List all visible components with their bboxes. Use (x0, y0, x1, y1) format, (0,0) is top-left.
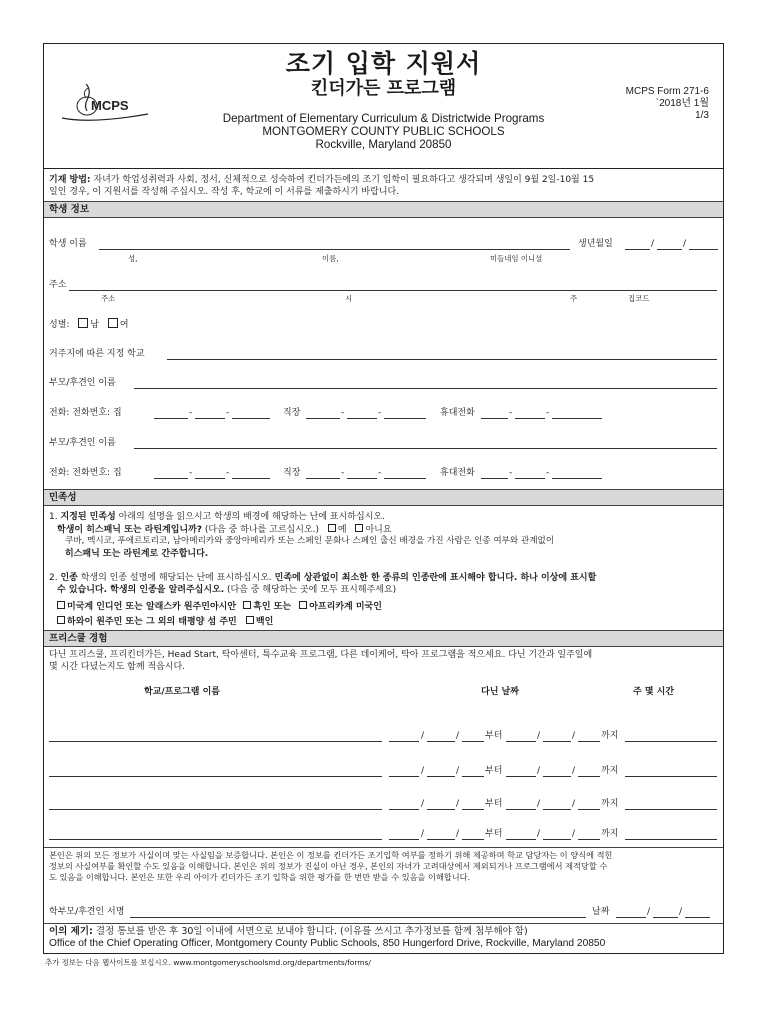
parent-name-label-2: 부모/후견인 이름 (49, 438, 116, 448)
hispanic-description-2: 히스패닉 또는 라틴계로 간주합니다. (65, 549, 209, 559)
hispanic-description: 쿠바, 멕시코, 푸에르토리코, 남아메리카와 중앙아메리카 또는 스페인 문화나 스페인 출신 배경을 가진 사람은 인종 여부와 관계없이 (65, 536, 555, 546)
to-month[interactable] (506, 809, 536, 810)
race-pacific-islander-checkbox[interactable] (57, 616, 65, 624)
from-label: 부터 (485, 766, 503, 776)
section-student-info: 학생 정보 (44, 201, 723, 218)
q1-line (49, 512, 385, 523)
dob-day-field[interactable] (657, 249, 682, 250)
q1-bold: 지정된 민족성 (60, 512, 116, 522)
phone-cell-2c[interactable] (552, 478, 602, 479)
q2-line-2-bold: 수 있습니다. 학생의 인종을 알려주십시오. (57, 585, 225, 595)
slash: / (647, 907, 651, 917)
from-month[interactable] (389, 839, 419, 840)
race-row-2 (57, 616, 273, 628)
student-name-label: 학생 이름 (49, 239, 87, 249)
hours-field[interactable] (625, 741, 717, 742)
q2-line (49, 573, 596, 584)
col-hours: 주 몇 시간 (633, 687, 675, 697)
slash: / (421, 829, 425, 839)
dob-slash-2: / (683, 239, 687, 249)
phone-home-2b[interactable] (195, 478, 225, 479)
certify-line-2: 정보의 사실여부를 확인할 수도 있음을 이해합니다. 본인은 위의 정보가 진실이 아닌 경우, 본인의 자녀가 고려대상에서 제외되거나 프로그램에서 제적당할 수 (49, 861, 608, 871)
q2-number: 2. (49, 573, 61, 583)
form-page: 1/3 (695, 110, 709, 121)
from-month[interactable] (389, 741, 419, 742)
phone-cell-label-2: 휴대전화 (440, 468, 475, 478)
dash: - (378, 408, 382, 418)
instructions-text-1: 자녀가 학업성취력과 사회, 정서, 신체적으로 성숙하여 킨더가든에의 조기 입학이 필요하다고 생각되며 생일이 9월 2일-10월 15 (90, 175, 595, 185)
col-dates: 다닌 날짜 (481, 687, 519, 697)
hispanic-instruction: (다음 중 하나를 고르십시오.) (202, 525, 320, 535)
phone-home-1c[interactable] (232, 418, 270, 419)
q2-bold-2: 민족에 상관없이 최소한 한 종류의 인종란에 표시해야 합니다. 하나 이상에 표시할 (274, 573, 597, 583)
to-label: 까지 (601, 829, 619, 839)
phone-home-1b[interactable] (195, 418, 225, 419)
to-year[interactable] (578, 809, 600, 810)
to-label: 까지 (601, 799, 619, 809)
phone-home-2a[interactable] (154, 478, 188, 479)
hours-field[interactable] (625, 839, 717, 840)
hours-field[interactable] (625, 809, 717, 810)
slash: / (421, 799, 425, 809)
section-ethnicity: 민족성 (44, 489, 723, 506)
signature-date-year[interactable] (685, 917, 710, 918)
race-pacific-islander-label: 하와이 원주민 또는 그 외의 태평양 섬 주민 (67, 617, 237, 627)
instructions-line-2: 일인 경우, 이 지원서를 작성해 주십시오. 작성 후, 학교에 이 서류를 제출하시기 바랍니다. (49, 187, 400, 197)
parent-name-label-1: 부모/후견인 이름 (49, 378, 116, 388)
hours-field[interactable] (625, 776, 717, 777)
dash: - (546, 408, 550, 418)
phone-work-2c[interactable] (384, 478, 426, 479)
form-date: `2018년 1월 (655, 98, 709, 109)
col-program-name: 학교/프로그램 이름 (144, 687, 220, 697)
slash: / (679, 907, 683, 917)
program-name-field[interactable] (49, 839, 382, 840)
phone-cell-1c[interactable] (552, 418, 602, 419)
to-year[interactable] (578, 839, 600, 840)
race-white-label: 백인 (255, 617, 274, 627)
dash: - (189, 468, 193, 478)
from-year[interactable] (462, 809, 484, 810)
slash: / (456, 799, 460, 809)
gender-female-label: 여 (119, 320, 129, 330)
dash: - (226, 468, 230, 478)
to-day[interactable] (543, 839, 571, 840)
to-day[interactable] (543, 809, 571, 810)
from-year[interactable] (462, 839, 484, 840)
phone-work-2a[interactable] (306, 478, 340, 479)
page-subtitle: 킨더가든 프로그램 (310, 78, 457, 99)
hispanic-yes-checkbox[interactable] (328, 524, 336, 532)
slash: / (421, 731, 425, 741)
middle-initial-caption: 미들네임 이니셜 (490, 254, 543, 263)
phone-work-1a[interactable] (306, 418, 340, 419)
student-name-field[interactable] (99, 249, 570, 250)
parent-name-field-2[interactable] (134, 448, 717, 449)
appeal-office: Office of the Chief Operating Officer, Montgomery County Public Schools, 850 Hungerford Drive, Rockville, Maryland 20850 (49, 938, 606, 949)
phone-cell-1b[interactable] (515, 418, 545, 419)
to-month[interactable] (506, 839, 536, 840)
street-caption: 주소 (101, 294, 116, 303)
gender-male-checkbox[interactable] (78, 318, 88, 328)
address-field[interactable] (69, 290, 717, 291)
address-label: 주소 (49, 280, 67, 290)
assigned-school-label: 거주지에 따른 지정 학교 (49, 349, 145, 359)
to-year[interactable] (578, 776, 600, 777)
q1-text: 아래의 설명을 읽으시고 학생의 배경에 해당하는 난에 표시하십시오. (115, 512, 385, 522)
gender-row (49, 318, 129, 331)
phone-cell-1a[interactable] (481, 418, 508, 419)
certify-line-1: 본인은 위의 모든 정보가 사실이며 맞는 사실임을 보증합니다. 본인은 이 정보를 킨더가든 조기입학 여부를 정하기 위해 제공하며 학교 담당자는 이 양식에 적힌 (49, 850, 613, 860)
preschool-desc-1: 다닌 프리스쿨, 프리킨더가든, Head Start, 탁아센터, 특수교육 프로그램, 다른 데이케어, 탁아 프로그램을 적으세요. 다닌 기간과 일주일에 (49, 650, 593, 660)
page-title: 조기 입학 지원서 (285, 49, 482, 78)
slash: / (421, 766, 425, 776)
slash: / (572, 766, 576, 776)
from-day[interactable] (427, 776, 455, 777)
from-day[interactable] (427, 809, 455, 810)
dash: - (509, 408, 513, 418)
signature-label: 학부모/후견인 서명 (49, 907, 125, 917)
race-black-checkbox[interactable] (243, 601, 251, 609)
race-white-checkbox[interactable] (246, 616, 254, 624)
slash: / (456, 829, 460, 839)
state-caption: 주 (570, 294, 578, 303)
footer-note: 추가 정보는 다음 웹사이트를 보십시오. www.montgomeryschoolsmd.org/departments/forms/ (45, 958, 371, 967)
from-label: 부터 (485, 731, 503, 741)
to-month[interactable] (506, 741, 536, 742)
certify-divider (44, 847, 723, 848)
first-name-caption: 이름, (322, 254, 339, 263)
program-name-field[interactable] (49, 741, 382, 742)
q1-number: 1. (49, 512, 61, 522)
instructions-line-1 (49, 175, 594, 186)
signature-field[interactable] (130, 917, 586, 918)
phone-home-label-2: 전화: 전화번호: 집 (49, 468, 122, 478)
dob-year-field[interactable] (689, 249, 718, 250)
slash: / (537, 829, 541, 839)
to-day[interactable] (543, 776, 571, 777)
dob-month-field[interactable] (625, 249, 650, 250)
from-year[interactable] (462, 776, 484, 777)
race-native-american-checkbox[interactable] (57, 601, 65, 609)
q2-line-2-text: (다음 중 해당하는 곳에 모두 표시해주세요) (224, 585, 397, 595)
phone-work-1c[interactable] (384, 418, 426, 419)
phone-cell-2a[interactable] (481, 478, 508, 479)
appeal-label: 이의 제기: (49, 926, 93, 937)
slash: / (537, 799, 541, 809)
phone-home-2c[interactable] (232, 478, 270, 479)
program-name-field[interactable] (49, 809, 382, 810)
slash: / (572, 799, 576, 809)
phone-work-2b[interactable] (347, 478, 377, 479)
dept-line-2: MONTGOMERY COUNTY PUBLIC SCHOOLS (262, 125, 505, 138)
assigned-school-field[interactable] (167, 359, 717, 360)
slash: / (537, 766, 541, 776)
hispanic-question: 학생이 히스패닉 또는 라틴계입니까? (57, 525, 203, 535)
phone-home-label-1: 전화: 전화번호: 집 (49, 408, 122, 418)
logo-text: MCPS (91, 98, 129, 113)
q1-sub-line (57, 524, 392, 536)
dash: - (341, 468, 345, 478)
form-header (44, 44, 723, 169)
to-label: 까지 (601, 731, 619, 741)
appeal-line (49, 926, 528, 937)
hispanic-no-checkbox[interactable] (355, 524, 363, 532)
hispanic-yes-label: 예 (337, 525, 347, 535)
slash: / (572, 731, 576, 741)
program-name-field[interactable] (49, 776, 382, 777)
slash: / (456, 731, 460, 741)
section-preschool: 프리스쿨 경험 (44, 630, 723, 647)
dash: - (189, 408, 193, 418)
certify-line-3: 도 있음을 이해합니다. 본인은 또한 우리 아이가 킨더가든 조기 입학을 위한 평가를 한 번만 받을 수 있음을 이해합니다. (49, 872, 471, 882)
race-african-american-checkbox[interactable] (299, 601, 307, 609)
to-month[interactable] (506, 776, 536, 777)
gender-female-checkbox[interactable] (108, 318, 118, 328)
form-number: MCPS Form 271-6 (625, 86, 709, 97)
dash: - (378, 468, 382, 478)
appeal-divider (44, 923, 723, 924)
gender-male-label: 남 (90, 320, 99, 330)
appeal-text: 결정 통보를 받은 후 30일 이내에 서면으로 보내야 합니다. (이유를 쓰시고 추가정보를 함께 첨부해야 함) (92, 926, 528, 937)
phone-work-1b[interactable] (347, 418, 377, 419)
from-year[interactable] (462, 741, 484, 742)
slash: / (537, 731, 541, 741)
q2-line-2 (57, 585, 396, 596)
signature-date-label: 날짜 (592, 907, 610, 917)
race-row-1 (57, 601, 382, 613)
form-frame (43, 43, 724, 954)
instructions-label: 기재 방법: (49, 175, 91, 185)
from-day[interactable] (427, 741, 455, 742)
dob-label: 생년월일 (578, 239, 613, 249)
to-day[interactable] (543, 741, 571, 742)
dash: - (226, 408, 230, 418)
from-label: 부터 (485, 829, 503, 839)
preschool-desc-2: 몇 시간 다녔는지도 함께 적읍시다. (49, 662, 186, 672)
dash: - (341, 408, 345, 418)
city-caption: 시 (345, 294, 353, 303)
form-number-block (626, 86, 709, 122)
from-label: 부터 (485, 799, 503, 809)
phone-cell-label-1: 휴대전화 (440, 408, 475, 418)
dept-line-3: Rockville, Maryland 20850 (315, 138, 452, 151)
zip-caption: 집코드 (628, 294, 650, 303)
to-label: 까지 (601, 766, 619, 776)
dob-slash: / (651, 239, 655, 249)
phone-cell-2b[interactable] (515, 478, 545, 479)
hispanic-no-label: 아니요 (365, 525, 392, 535)
slash: / (456, 766, 460, 776)
from-day[interactable] (427, 839, 455, 840)
dash: - (509, 468, 513, 478)
signature-date-month[interactable] (616, 917, 646, 918)
slash: / (572, 829, 576, 839)
gender-label: 성별: (49, 320, 70, 330)
race-african-american-label: 아프리카계 미국인 (309, 602, 382, 612)
dept-line-1: Department of Elementary Curriculum & Districtwide Programs (222, 112, 545, 125)
from-month[interactable] (389, 809, 419, 810)
to-year[interactable] (578, 741, 600, 742)
phone-work-label-1: 직장 (283, 408, 301, 418)
phone-home-1a[interactable] (154, 418, 188, 419)
signature-date-day[interactable] (653, 917, 678, 918)
dash: - (546, 468, 550, 478)
from-month[interactable] (389, 776, 419, 777)
q2-text: 학생의 인종 설명에 해당되는 난에 표시하십시오. (77, 573, 275, 583)
parent-name-field-1[interactable] (134, 388, 717, 389)
q2-bold: 인종 (60, 573, 78, 583)
race-black-label: 흑인 또는 (253, 602, 292, 612)
last-name-caption: 성, (128, 254, 138, 263)
phone-work-label-2: 직장 (283, 468, 301, 478)
race-native-american-label: 미국계 인디언 또는 알래스카 원주민아시안 (67, 602, 237, 612)
